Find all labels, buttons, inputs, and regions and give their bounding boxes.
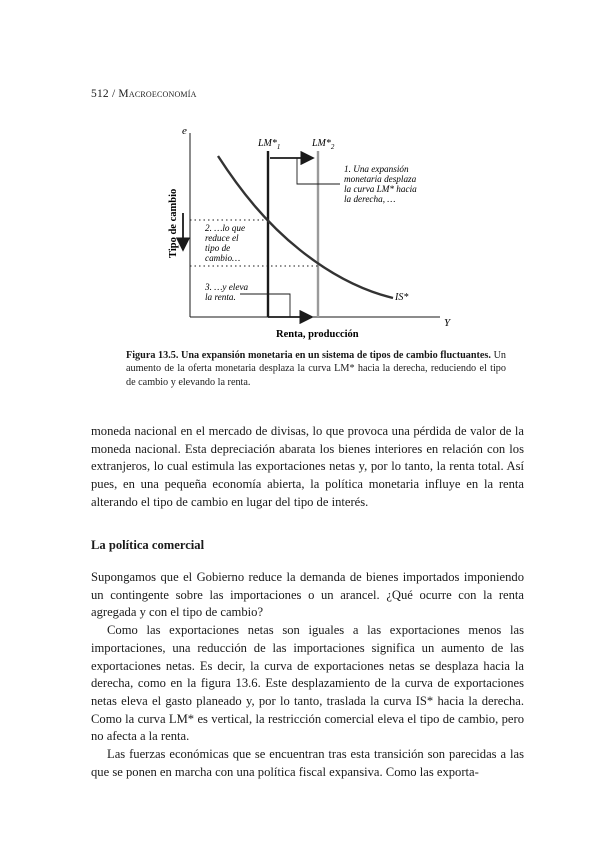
- paragraph: Como las exportaciones netas son iguales a las exportaciones menos las importaciones, una reducción de las importaciones significa un aumento de las exportaciones netas. Es decir, la curva de exportaciones netas se desplaza hacia la derecha, como en la figura 13.6. Este desplazamiento de la curva de exportaciones netas eleva el gasto planeado y, por lo tanto, traslada la curva IS* hacia la derecha. Como la curva LM* es vertical, la restricción comercial eleva el tipo de cambio, pero no afecta a la renta.: [91, 623, 524, 744]
- figure-caption: [126, 349, 506, 389]
- body-text-top: [91, 423, 524, 512]
- paragraph: Las fuerzas económicas que se encuentran tras esta transición son parecidas a las que se ponen en marcha con una política fiscal expansiva. Como las exporta-: [91, 747, 524, 779]
- header-separator: /: [111, 88, 116, 100]
- paragraph: moneda nacional en el mercado de divisas, lo que provoca una pérdida de valor de la moneda nacional. Esta depreciación abarata los bienes interiores en relación con los extranjeros, lo cual estimula las exportaciones netas y, por lo tanto, la renta total. Así pues, en una pequeña economía abierta, la política monetaria influye en la renta alterando el tipo de cambio en lugar del tipo de interés.: [91, 424, 524, 509]
- figure-13-5: [0, 0, 615, 345]
- annotation-3: 3. …y eleva la renta.: [205, 282, 249, 302]
- lm2-label: $LM*_2$: [312, 138, 335, 151]
- is-label: IS*: [395, 292, 409, 303]
- paragraph: Supongamos que el Gobierno reduce la demanda de bienes importados imponiendo un contingente sobre las importaciones o un arancel. ¿Qué ocurre con la renta agregada y con el tipo de cambio?: [91, 570, 524, 620]
- y-axis-symbol: e: [182, 125, 187, 137]
- x-axis-label: Renta, producción: [276, 329, 359, 340]
- page-number: 512: [91, 88, 109, 100]
- caption-label: Figura 13.5. Una expansión monetaria en un sistema de tipos de cambio fluctuantes.: [126, 350, 491, 361]
- annotation-3-leader: [240, 294, 290, 317]
- body-text-bottom: [91, 569, 524, 781]
- annotation-1: 1. Una expansión monetaria desplaza la curva LM* hacia la derecha, …: [344, 164, 417, 204]
- lm1-label: $LM*_1$: [258, 138, 281, 151]
- section-heading: La política comercial: [91, 538, 205, 552]
- caption-text: Un aumento de la oferta monetaria desplaza la curva LM* hacia la derecha, reduciendo el tipo de cambio y elevando la renta.: [126, 350, 507, 388]
- y-axis-label: Tipo de cambio: [168, 188, 179, 258]
- x-axis-symbol: Y: [444, 317, 451, 329]
- book-title: Macroeconomía: [118, 88, 197, 100]
- annotation-2: 2. …lo que reduce el tipo de cambio…: [205, 223, 246, 263]
